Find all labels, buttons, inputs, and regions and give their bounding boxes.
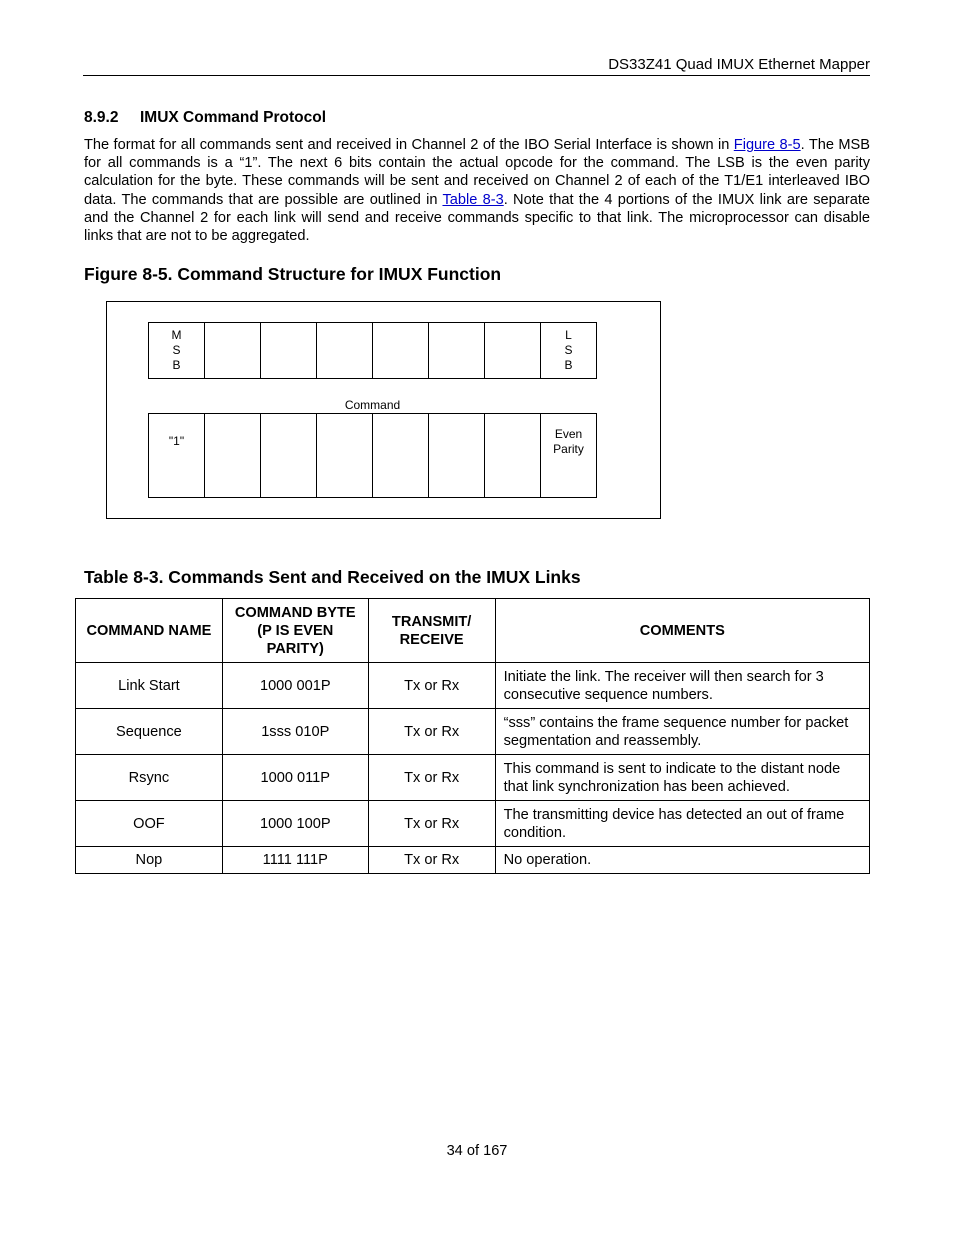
first-bit-value: "1" bbox=[168, 434, 185, 448]
figure-link[interactable]: Figure 8-5 bbox=[733, 137, 801, 153]
header-divider bbox=[83, 75, 870, 76]
table-row bbox=[76, 801, 870, 847]
command-label: Command bbox=[344, 398, 401, 412]
bit-cell bbox=[429, 322, 485, 379]
command-name-cell: Nop bbox=[76, 847, 223, 874]
column-header: COMMENTS bbox=[495, 599, 869, 663]
command-name-cell: OOF bbox=[76, 801, 223, 847]
table-row bbox=[76, 709, 870, 755]
bit-cell bbox=[205, 413, 261, 498]
body-paragraph bbox=[84, 136, 870, 245]
comment-cell: The transmitting device has detected an out of frame condition. bbox=[495, 801, 869, 847]
command-byte-cell: 1000 001P bbox=[222, 663, 368, 709]
paragraph-text: . The MSB for all commands is a “1”. The next 6 bits contain the actual opcode for the command. The LSB is the even parity calculation for the byte. These commands will be sent and received on Channel 2 of each of the T1/E1 interleaved IBO data. The commands that are possible are outlined in bbox=[84, 137, 870, 208]
bit-cell-msb bbox=[149, 322, 205, 379]
command-byte-cell: 1sss 010P bbox=[222, 709, 368, 755]
direction-cell: Tx or Rx bbox=[368, 755, 495, 801]
bit-cell bbox=[373, 322, 429, 379]
commands-table bbox=[75, 598, 870, 874]
command-byte-cell: 1111 111P bbox=[222, 847, 368, 874]
bit-cell-lsb bbox=[541, 322, 597, 379]
bit-cell bbox=[429, 413, 485, 498]
table-row bbox=[76, 663, 870, 709]
command-byte-cell: 1000 100P bbox=[222, 801, 368, 847]
parity-label: Even Parity bbox=[553, 427, 584, 456]
command-name-cell: Rsync bbox=[76, 755, 223, 801]
bit-cell bbox=[317, 322, 373, 379]
page-number: 34 of 167 bbox=[446, 1143, 508, 1159]
direction-cell: Tx or Rx bbox=[368, 847, 495, 874]
direction-cell: Tx or Rx bbox=[368, 801, 495, 847]
lsb-label: L S B bbox=[564, 328, 573, 372]
bit-cell-parity bbox=[541, 413, 597, 498]
section-number: 8.9.2 bbox=[84, 109, 119, 126]
msb-label: M S B bbox=[171, 328, 182, 372]
direction-cell: Tx or Rx bbox=[368, 663, 495, 709]
document-header-title: DS33Z41 Quad IMUX Ethernet Mapper bbox=[608, 56, 870, 73]
section-heading bbox=[84, 109, 326, 127]
paragraph-text: The format for all commands sent and received in Channel 2 of the IBO Serial Interface is shown in bbox=[84, 137, 734, 153]
bit-cell bbox=[261, 322, 317, 379]
bit-cell bbox=[205, 322, 261, 379]
direction-cell: Tx or Rx bbox=[368, 709, 495, 755]
bit-cell bbox=[485, 413, 541, 498]
table-row bbox=[76, 847, 870, 874]
column-header: COMMAND NAME bbox=[76, 599, 223, 663]
command-byte-cell: 1000 011P bbox=[222, 755, 368, 801]
bit-cell bbox=[373, 413, 429, 498]
figure-caption: Figure 8-5. Command Structure for IMUX Function bbox=[84, 264, 502, 284]
column-header: TRANSMIT/ RECEIVE bbox=[368, 599, 495, 663]
command-structure-figure bbox=[106, 301, 661, 519]
command-name-cell: Link Start bbox=[76, 663, 223, 709]
command-name-cell: Sequence bbox=[76, 709, 223, 755]
table-link[interactable]: Table 8-3 bbox=[442, 191, 504, 208]
bit-value-row bbox=[148, 413, 597, 498]
bit-cell bbox=[485, 322, 541, 379]
comment-cell: This command is sent to indicate to the distant node that link synchronization has been achieved. bbox=[495, 755, 869, 801]
comment-cell: “sss” contains the frame sequence number for packet segmentation and reassembly. bbox=[495, 709, 869, 755]
comment-cell: No operation. bbox=[495, 847, 869, 874]
table-caption: Table 8-3. Commands Sent and Received on the IMUX Links bbox=[84, 567, 581, 587]
section-title: IMUX Command Protocol bbox=[140, 109, 327, 126]
bit-cell-first bbox=[149, 413, 205, 498]
table-row bbox=[76, 755, 870, 801]
comment-cell: Initiate the link. The receiver will then search for 3 consecutive sequence numbers. bbox=[495, 663, 869, 709]
bit-cell bbox=[317, 413, 373, 498]
bit-label-row bbox=[148, 322, 597, 379]
bit-cell bbox=[261, 413, 317, 498]
paragraph-text: . Note that the 4 portions of the IMUX link are separate and the Channel 2 for each link will send and receive commands specific to that link. The microprocessor can disable links that are not to be aggregated. bbox=[84, 191, 871, 245]
column-header: COMMAND BYTE (P IS EVEN PARITY) bbox=[222, 599, 368, 663]
table-header-row bbox=[76, 599, 870, 663]
